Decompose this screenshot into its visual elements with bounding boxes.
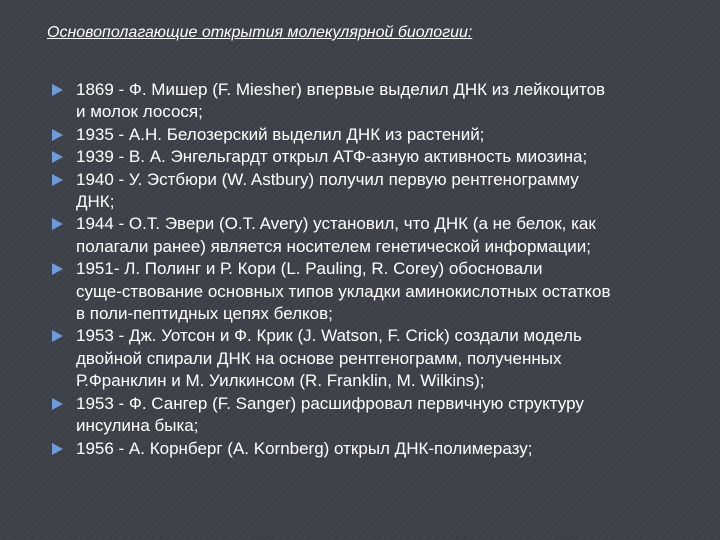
list-item-line: 1944 - О.Т. Эвери (O.T. Avery) установил, что ДНК (а не белок, как [76, 214, 596, 234]
list-item-line: 1869 - Ф. Мишер (F. Miesher) впервые выделил ДНК из лейкоцитов [76, 80, 606, 99]
list-item-line: 1935 - А.Н. Белозерский выделил ДНК из растений; [76, 124, 485, 144]
list-item-line: 1956 - А. Корнберг (A. Kornberg) открыл ДНК-полимеразу; [76, 438, 533, 458]
slide-title: Основополагающие открытия молекулярной биологии: [47, 24, 473, 41]
triangle-bullet-icon [52, 129, 63, 141]
list-item-line: 1953 - Дж. Уотсон и Ф. Крик (J. Watson, F. Crick) создали модель [76, 326, 582, 346]
list-item-line: инсулина быка; [76, 416, 199, 436]
list-item [52, 79, 702, 124]
list-item [52, 258, 702, 325]
triangle-bullet-icon [52, 84, 63, 96]
list-item-line: двойной спирали ДНК на основе рентгенограмм, полученных [76, 348, 562, 368]
list-item-line: и молок лосося; [76, 102, 203, 122]
list-item-line: полагали ранее) является носителем генетической информации; [76, 236, 591, 256]
list-item [52, 146, 702, 168]
list-item-line: ДНК; [76, 192, 115, 212]
list-item-line: суще-ствование основных типов укладки аминокислотных остатков [76, 281, 611, 301]
discovery-list [52, 79, 702, 460]
list-item-line: 1951- Л. Полинг и Р. Кори (L. Pauling, R. Corey) обосновали [76, 259, 543, 279]
list-item-line: в поли-пептидных цепях белков; [76, 304, 333, 324]
list-item [52, 213, 702, 258]
triangle-bullet-icon [52, 218, 63, 230]
list-item-line: 1939 - В. А. Энгельгардт открыл АТФ-азную активность миозина; [76, 147, 588, 167]
triangle-bullet-icon [52, 330, 63, 342]
triangle-bullet-icon [52, 174, 63, 186]
list-item [52, 438, 702, 460]
list-item [52, 169, 702, 214]
list-item-line: 1940 - У. Эстбюри (W. Astbury) получил первую рентгенограмму [76, 169, 579, 189]
triangle-bullet-icon [52, 263, 63, 275]
triangle-bullet-icon [52, 398, 63, 410]
list-item-line: 1953 - Ф. Сангер (F. Sanger) расшифровал первичную структуру [76, 393, 584, 413]
triangle-bullet-icon [52, 151, 63, 163]
triangle-bullet-icon [52, 443, 63, 455]
list-item-line: Р.Франклин и М. Уилкинсом (R. Franklin, M. Wilkins); [76, 371, 485, 391]
list-item [52, 124, 702, 146]
list-item [52, 325, 702, 392]
list-item [52, 393, 702, 438]
